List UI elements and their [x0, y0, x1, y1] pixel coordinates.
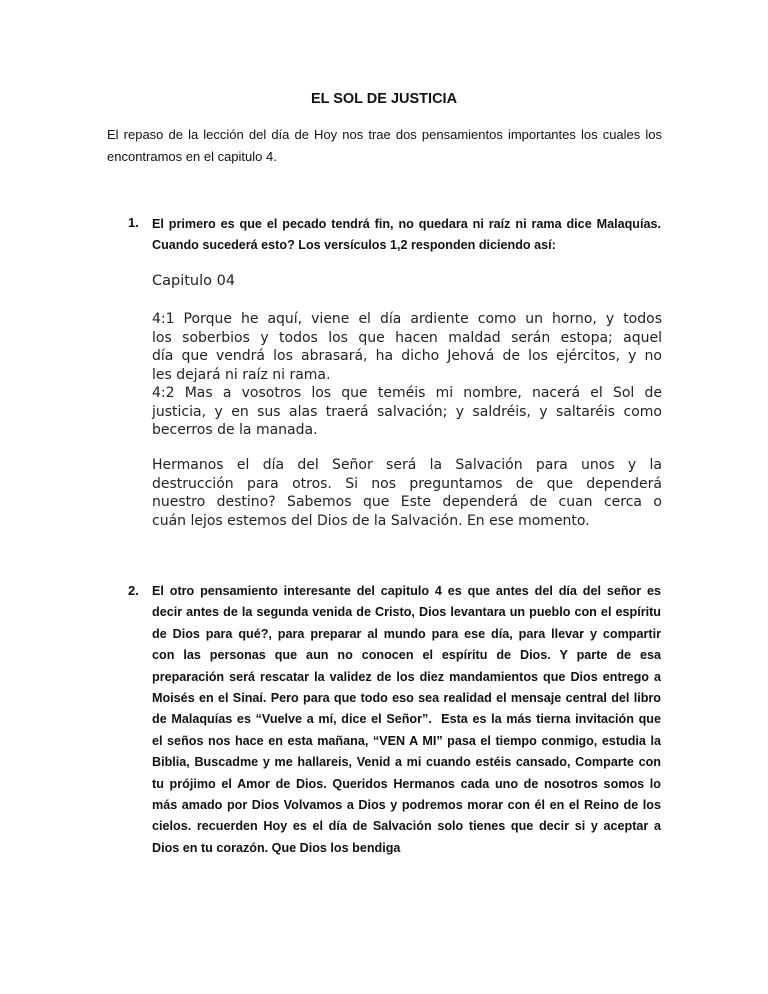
document-title: EL SOL DE JUSTICIA — [310, 91, 458, 107]
item-2-line: Dios en tu corazón. Que Dios los bendiga — [152, 840, 401, 855]
item-2-line: preparación será rescatar la validez de los diez mandamientos que Dios entrego a — [152, 669, 661, 684]
commentary-line: nuestro destino? Sabemos que Este dependerá de cuan cerca o — [152, 494, 662, 510]
item-2-line-post: Esta es la más tierna invitación que — [431, 712, 662, 727]
item-2-line: el seños nos hace en esta mañana, “VEN A MI” pasa el tiempo conmigo, estudia la — [152, 733, 661, 748]
item-2-line-with-quote — [152, 709, 661, 730]
commentary-line: destrucción para otros. Si nos preguntamos de que dependerá — [152, 475, 662, 492]
item-2-line: Biblia, Buscadme y me hallareis, Venid a mi cuando estéis cansado, Comparte con — [152, 755, 661, 770]
item-2-line: con las personas que aun no conocen el espíritu de Dios. Y parte de esa — [152, 648, 661, 663]
commentary-line: cuán lejos estemos del Dios de la Salvación. En ese momento. — [152, 512, 590, 529]
item-1-line: Cuando sucederá esto? Los versículos 1,2 responden diciendo así: — [152, 237, 556, 252]
item-2-line: más amado por Dios Volvamos a Dios y podremos morar con él en el Reino de los — [152, 798, 661, 813]
item-2-line: El otro pensamiento interesante del capitulo 4 es que antes del día del señor es — [152, 584, 661, 598]
verse-line: justicia, y en sus alas traerá salvación; y saldréis, y saltaréis como — [152, 403, 662, 420]
chapter-heading: Capitulo 04 — [152, 273, 236, 289]
key-quote: “Vuelve a mí, dice el Señor”. — [255, 712, 432, 727]
item-1-line: El primero es que el pecado tendrá fin, no quedara ni raíz ni rama dice Malaquías. — [152, 217, 661, 231]
item-2-paragraph — [152, 581, 661, 859]
verse-line: 4:2 Mas a vosotros los que teméis mi nombre, nacerá el Sol de — [152, 385, 662, 401]
item-2-line-pre: de Malaquías es — [152, 712, 256, 727]
verse-line: 4:1 Porque he aquí, viene el día ardiente como un horno, y todos — [152, 311, 662, 327]
item-2-line: tu prójimo el Amor de Dios. Queridos Hermanos cada uno de nosotros somos lo — [152, 776, 661, 791]
item-2-line: cielos. recuerden Hoy es el día de Salvación solo tienes que decir si y aceptar a — [152, 819, 661, 834]
item-1-paragraph — [152, 214, 661, 255]
item-1-number: 1. — [128, 215, 139, 230]
verse-line: los soberbios y todos los que hacen maldad serán estopa; aquel — [152, 329, 662, 346]
item-2-line: decir antes de la segunda venida de Cristo, Dios levantara un pueblo con el espíritu — [152, 605, 661, 620]
verse-line: les dejará ni raíz ni rama. — [152, 366, 331, 383]
intro-paragraph: El repaso de la lección del día de Hoy nos trae dos pensamientos importantes los cuales los encontramos en el capitulo 4. — [107, 127, 662, 164]
item-2-line: de Dios para qué?, para preparar al mundo para ese día, para llevar y compartir — [152, 626, 661, 641]
commentary-line: Hermanos el día del Señor será la Salvación para unos y la — [152, 457, 662, 473]
commentary-paragraph — [152, 456, 662, 530]
verse-line: becerros de la manada. — [152, 422, 318, 438]
item-2-number: 2. — [128, 583, 139, 598]
item-2-line: Moisés en el Sinaí. Pero para que todo eso sea realidad el mensaje central del libro — [152, 691, 661, 706]
bible-verses — [152, 310, 662, 440]
verse-line: día que vendrá los abrasará, ha dicho Jehová de los ejércitos, y no — [152, 348, 662, 364]
